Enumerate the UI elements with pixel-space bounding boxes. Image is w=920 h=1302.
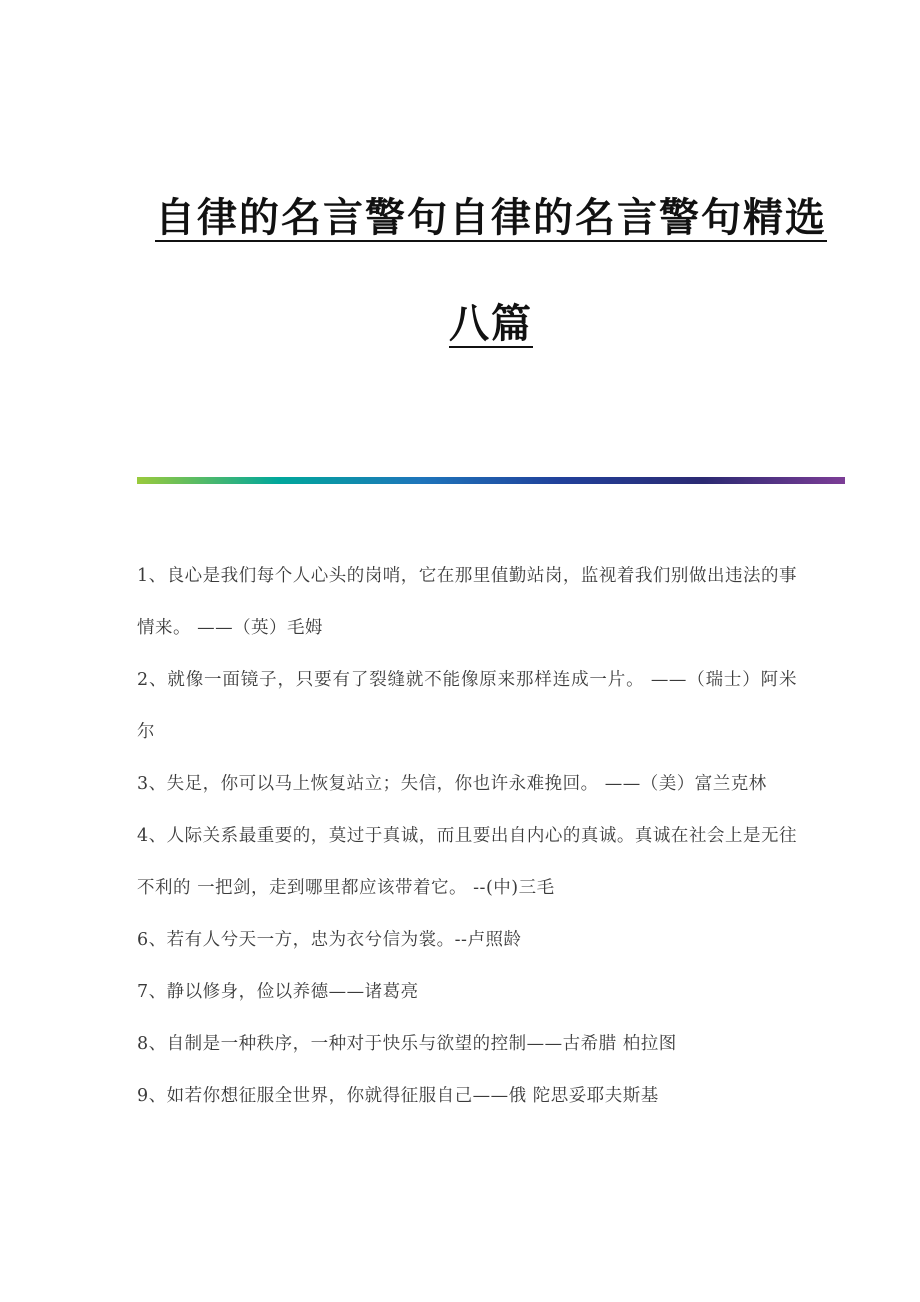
quote-paragraph-2: 2、就像一面镜子，只要有了裂缝就不能像原来那样连成一片。 ——（瑞士）阿米尔 (137, 670, 797, 742)
gradient-divider (137, 477, 845, 484)
quote-paragraph-6: 7、静以修身，俭以养德——诸葛亮 (137, 982, 419, 1002)
quote-paragraph-7: 8、自制是一种秩序，一种对于快乐与欲望的控制——古希腊 柏拉图 (137, 1034, 677, 1054)
document-title: 自律的名言警句自律的名言警句精选八篇 (155, 194, 827, 347)
quote-paragraph-5: 6、若有人兮天一方，忠为衣兮信为裳。--卢照龄 (137, 930, 522, 950)
document-body (137, 550, 797, 1122)
quote-paragraph-8: 9、如若你想征服全世界，你就得征服自己——俄 陀思妥耶夫斯基 (137, 1086, 659, 1106)
quote-paragraph-1: 1、良心是我们每个人心头的岗哨，它在那里值勤站岗，监视着我们别做出违法的事情来。 ——（英）毛姆 (137, 566, 797, 638)
quote-paragraph-3: 3、失足，你可以马上恢复站立；失信，你也许永难挽回。 ——（美）富兰克林 (137, 774, 767, 794)
quote-paragraph-4: 4、人际关系最重要的，莫过于真诚，而且要出自内心的真诚。真诚在社会上是无往不利的 一把剑，走到哪里都应该带着它。 --(中)三毛 (137, 826, 797, 898)
